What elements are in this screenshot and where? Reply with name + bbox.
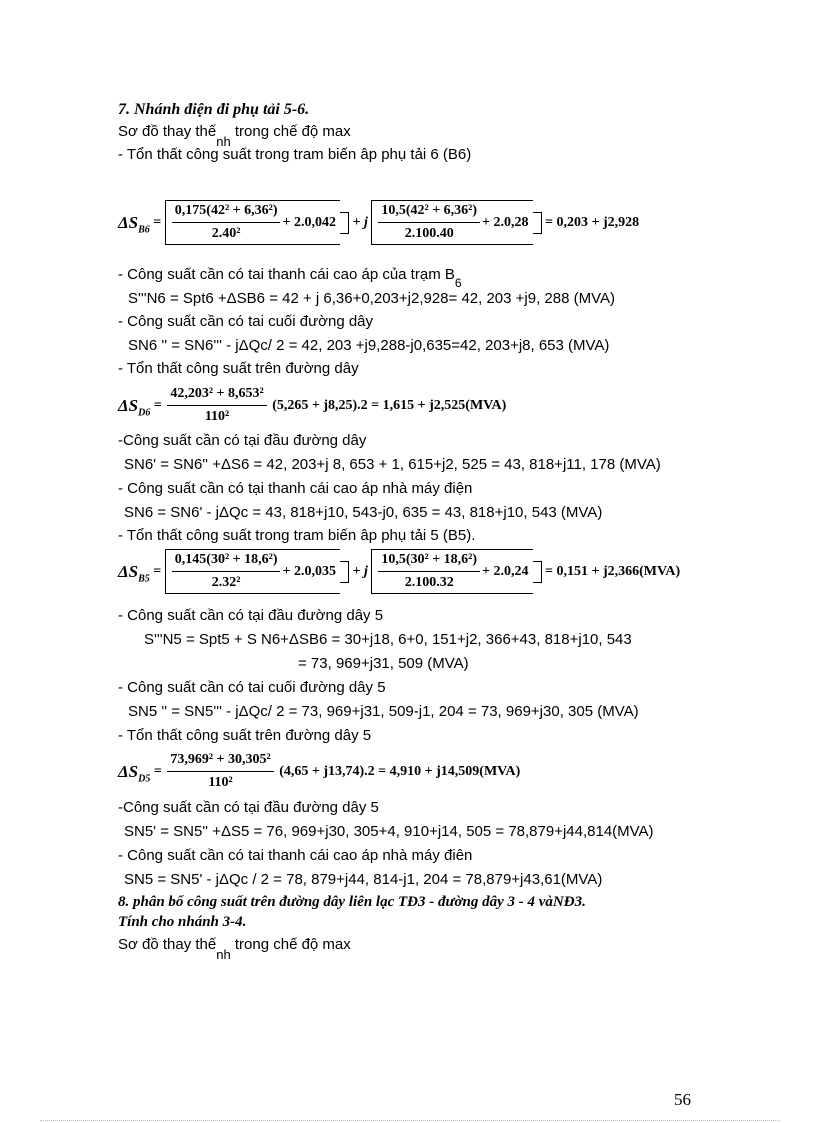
imag-unit: + j	[352, 214, 368, 230]
text: - Công suất cần có tai thanh cái cao áp của trạm B	[118, 266, 455, 283]
section-heading-8: 8. phân bố công suất trên đường dây liên lạc TĐ3 - đường dây 3 - 4 vàNĐ3.	[118, 894, 586, 910]
equation-result: (5,265 + j8,25).2 = 1,615 + j2,525(MVA)	[272, 397, 507, 413]
fraction-numerator: 10,5(42² + 6,36²)	[378, 202, 480, 223]
formula-line: S'''N6 = Spt6 +ΔSB6 = 42 + j 6,36+0,203+j2,928= 42, 203 +j9, 288 (MVA)	[128, 290, 616, 307]
fraction-denominator: 2.100.32	[404, 575, 454, 590]
equation-delta-sb5: $\Delta S_{B5}$ = $\frac{\text{0,145(30² + 18,6²)}}{\text{2.32²}}$ + 2.0,035 + j $\frac{\text{10,5(30² + 18,6²)}}{2.100.32}$ + 2.0,24 = 0,151 + j2,366(MVA)	[118, 549, 680, 594]
equation-delta-sd6: $\Delta S_{D6}$ = $\frac{\text{42,203² + 8,653²}}{\text{110²}}$ (5,265 + j8,25).2 = 1,615 + j2,525(MVA)	[118, 386, 507, 424]
text-line: - Tổn thất công suất trong tram biến âp phụ tải 5 (B5).	[118, 527, 476, 544]
subscript: B6	[138, 223, 150, 235]
subscript: D5	[138, 772, 151, 784]
text: trong chế độ max	[230, 123, 351, 140]
text-line: - Tổn thất công suất trên đường dây	[118, 360, 359, 377]
fraction-denominator: 2.100.40	[404, 226, 454, 241]
subscript: B5	[138, 572, 150, 584]
subscript: nh	[216, 947, 231, 962]
fraction-denominator: 110²	[208, 775, 233, 790]
text-line: -Công suất cần có tại đầu đường dây	[118, 432, 367, 449]
text: Sơ đồ thay thế	[118, 123, 217, 140]
formula-line: SN6 '' = SN6''' - jΔQc/ 2 = 42, 203 +j9,288-j0,635=42, 203+j8, 653 (MVA)	[128, 337, 610, 354]
term: + 2.0,042	[282, 214, 336, 230]
formula-line: SN5 = SN5' - jΔQc / 2 = 78, 879+j44, 814-j1, 204 = 78,879+j43,61(MVA)	[124, 871, 603, 888]
text-line: -Công suất cần có tại đầu đường dây 5	[118, 799, 379, 816]
fraction-denominator: 110²	[204, 409, 230, 424]
section-heading-7: 7. Nhánh điện đi phụ tải 5-6.	[118, 101, 310, 118]
text-line: - Công suất cần có tại đầu đường dây 5	[118, 607, 384, 624]
fraction-numerator: 0,145(30² + 18,6²)	[172, 551, 281, 572]
subscript: nh	[216, 134, 231, 149]
fraction-denominator: 2.40²	[211, 226, 241, 241]
text-line: - Công suất cần có tai thanh cái cao áp nhà máy điên	[118, 847, 473, 864]
equation-result: = 0,203 + j2,928	[545, 214, 640, 230]
formula-line: = 73, 969+j31, 509 (MVA)	[298, 655, 469, 672]
text-line: - Tổn thất công suất trong tram biến âp phụ tải 6 (B6)	[118, 146, 472, 163]
term: + 2.0,035	[282, 563, 336, 579]
equation-delta-sb6: $\Delta S_{B6}$ = $\frac{\text{0,175(42² + 6,36²)}}{\text{2.40²}}$ + 2.0,042 + j $\frac{\text{10,5(42² + 6,36²)}}{2.100.40}$ + 2.0,28 = 0,203 + j2,928	[118, 200, 639, 245]
section-subheading-8: Tính cho nhánh 3-4.	[118, 914, 247, 930]
substitution-diagram-line	[118, 936, 351, 962]
fraction-denominator: 2.32²	[211, 575, 241, 590]
fraction-numerator: 10,5(30² + 18,6²)	[378, 551, 480, 572]
formula-line: SN5' = SN5'' +ΔS5 = 76, 969+j30, 305+4, 910+j14, 505 = 78,879+j44,814(MVA)	[124, 823, 654, 840]
formula-line: SN5 '' = SN5''' - jΔQc/ 2 = 73, 969+j31, 509-j1, 204 = 73, 969+j30, 305 (MVA)	[128, 703, 639, 720]
imag-unit: + j	[352, 563, 368, 579]
text: trong chế độ max	[230, 936, 351, 953]
text-line	[118, 266, 462, 290]
substitution-diagram-line	[118, 123, 351, 149]
term: + 2.0,28	[482, 214, 529, 230]
equation-result: = 0,151 + j2,366(MVA)	[545, 563, 681, 579]
page-number: 56	[674, 1090, 691, 1109]
footer-divider	[40, 1120, 780, 1121]
text: Sơ đồ thay thế	[118, 936, 217, 953]
subscript: 6	[454, 276, 462, 290]
text-line: - Tổn thất công suất trên đường dây 5	[118, 727, 372, 744]
formula-line: SN6' = SN6'' +ΔS6 = 42, 203+j 8, 653 + 1, 615+j2, 525 = 43, 818+j11, 178 (MVA)	[124, 456, 661, 473]
subscript: D6	[138, 406, 151, 418]
fraction-numerator: 73,969² + 30,305²	[167, 751, 273, 772]
fraction-numerator: 42,203² + 8,653²	[167, 385, 266, 406]
term: + 2.0,24	[482, 563, 529, 579]
text-line: - Công suất cần có tai cuối đường dây	[118, 313, 374, 330]
equation-result: (4,65 + j13,74).2 = 4,910 + j14,509(MVA)	[279, 763, 521, 779]
text-line: - Công suất cần có tại thanh cái cao áp nhà máy điện	[118, 480, 473, 497]
fraction-numerator: 0,175(42² + 6,36²)	[172, 202, 281, 223]
formula-line: S'''N5 = Spt5 + S N6+ΔSB6 = 30+j18, 6+0, 151+j2, 366+43, 818+j10, 543	[144, 631, 632, 648]
equation-delta-sd5: $\Delta S_{D5}$ = $\frac{\text{73,969² + 30,305²}}{\text{110²}}$ (4,65 + j13,74).2 = 4,910 + j14,509(MVA)	[118, 752, 521, 790]
formula-line: SN6 = SN6' - jΔQc = 43, 818+j10, 543-j0, 635 = 43, 818+j10, 543 (MVA)	[124, 504, 603, 521]
text-line: - Công suất cần có tai cuối đường dây 5	[118, 679, 386, 696]
